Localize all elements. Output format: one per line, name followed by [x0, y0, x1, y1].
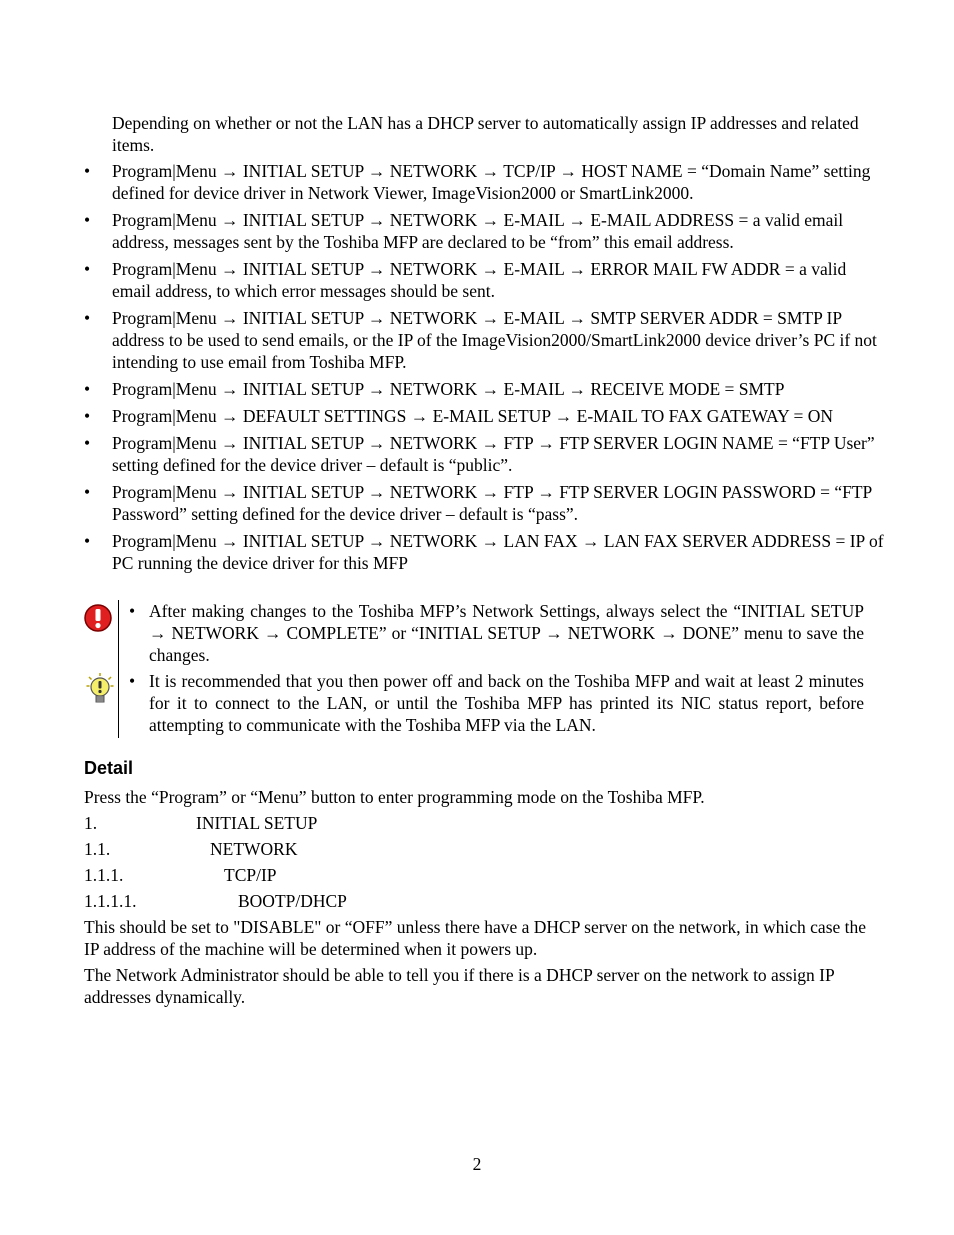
outline-row: [84, 890, 874, 916]
warning-icon: [84, 604, 112, 632]
list-item: • Program|Menu → INITIAL SETUP → NETWORK → FTP → FTP SERVER LOGIN PASSWORD = “FTP Password” setting defined for the device driver – default is “pass”.: [84, 481, 884, 525]
list-item: • Program|Menu → INITIAL SETUP → NETWORK → FTP → FTP SERVER LOGIN NAME = “FTP User” setting defined for the device driver – default is “public”.: [84, 432, 884, 476]
outline-label: NETWORK: [210, 839, 298, 859]
list-item: • Program|Menu → INITIAL SETUP → NETWORK → E-MAIL → E-MAIL ADDRESS = a valid email address, messages sent by the Toshiba MFP are declared to be “from” this email address.: [84, 209, 884, 253]
list-item: • Program|Menu → INITIAL SETUP → NETWORK → E-MAIL → ERROR MAIL FW ADDR = a valid email address, to which error messages should be sent.: [84, 258, 884, 302]
list-item: • Program|Menu → INITIAL SETUP → NETWORK → E-MAIL → RECEIVE MODE = SMTP: [84, 378, 884, 400]
note-item: • After making changes to the Toshiba MFP’s Network Settings, always select the “INITIAL SETUP → NETWORK → COMPLETE” or “INITIAL SETUP → NETWORK → DONE” menu to save the changes.: [119, 600, 864, 666]
list-item: • Program|Menu → INITIAL SETUP → NETWORK → LAN FAX → LAN FAX SERVER ADDRESS = IP of PC running the device driver for this MFP: [84, 530, 884, 574]
note-box: [118, 600, 864, 738]
intro-paragraph: Depending on whether or not the LAN has a DHCP server to automatically assign IP addresses and related items.: [112, 113, 859, 155]
list-item: • Program|Menu → INITIAL SETUP → NETWORK → TCP/IP → HOST NAME = “Domain Name” setting defined for device driver in Network Viewer, ImageVision2000 or SmartLink2000.: [84, 160, 884, 204]
setup-steps-list: [84, 160, 884, 579]
outline-label: TCP/IP: [224, 865, 277, 885]
outline-row: [84, 812, 874, 838]
section-heading: Detail: [84, 758, 134, 778]
detail-paragraph: The Network Administrator should be able to tell you if there is a DHCP server on the network to assign IP addresses dynamically.: [84, 965, 835, 1007]
outline-row: [84, 864, 874, 890]
detail-intro: Press the “Program” or “Menu” button to enter programming mode on the Toshiba MFP.: [84, 787, 705, 807]
note-item: • It is recommended that you then power off and back on the Toshiba MFP and wait at least 2 minutes for it to connect to the LAN, or until the Toshiba MFP has printed its NIC status report, before attempting to communicate with the Toshiba MFP via the LAN.: [119, 670, 864, 736]
outline-number: 1.1.1.1.: [84, 891, 137, 911]
lightbulb-icon: [86, 672, 114, 706]
outline-row: [84, 838, 874, 864]
list-item: • Program|Menu → DEFAULT SETTINGS → E-MAIL SETUP → E-MAIL TO FAX GATEWAY = ON: [84, 405, 884, 427]
detail-section: [84, 786, 874, 1012]
outline-number: 1.: [84, 813, 98, 833]
page-number: 2: [472, 1154, 482, 1174]
detail-paragraph: This should be set to "DISABLE" or “OFF” unless there have a DHCP server on the network, in which case the IP address of the machine will be determined when it powers up.: [84, 917, 867, 959]
outline-label: BOOTP/DHCP: [238, 891, 347, 911]
outline-label: INITIAL SETUP: [196, 813, 318, 833]
outline-number: 1.1.: [84, 839, 111, 859]
list-item: • Program|Menu → INITIAL SETUP → NETWORK → E-MAIL → SMTP SERVER ADDR = SMTP IP address to be used to send emails, or the IP of the ImageVision2000/SmartLink2000 device driver’s PC if not intending to use email from Toshiba MFP.: [84, 307, 884, 373]
outline-number: 1.1.1.: [84, 865, 124, 885]
